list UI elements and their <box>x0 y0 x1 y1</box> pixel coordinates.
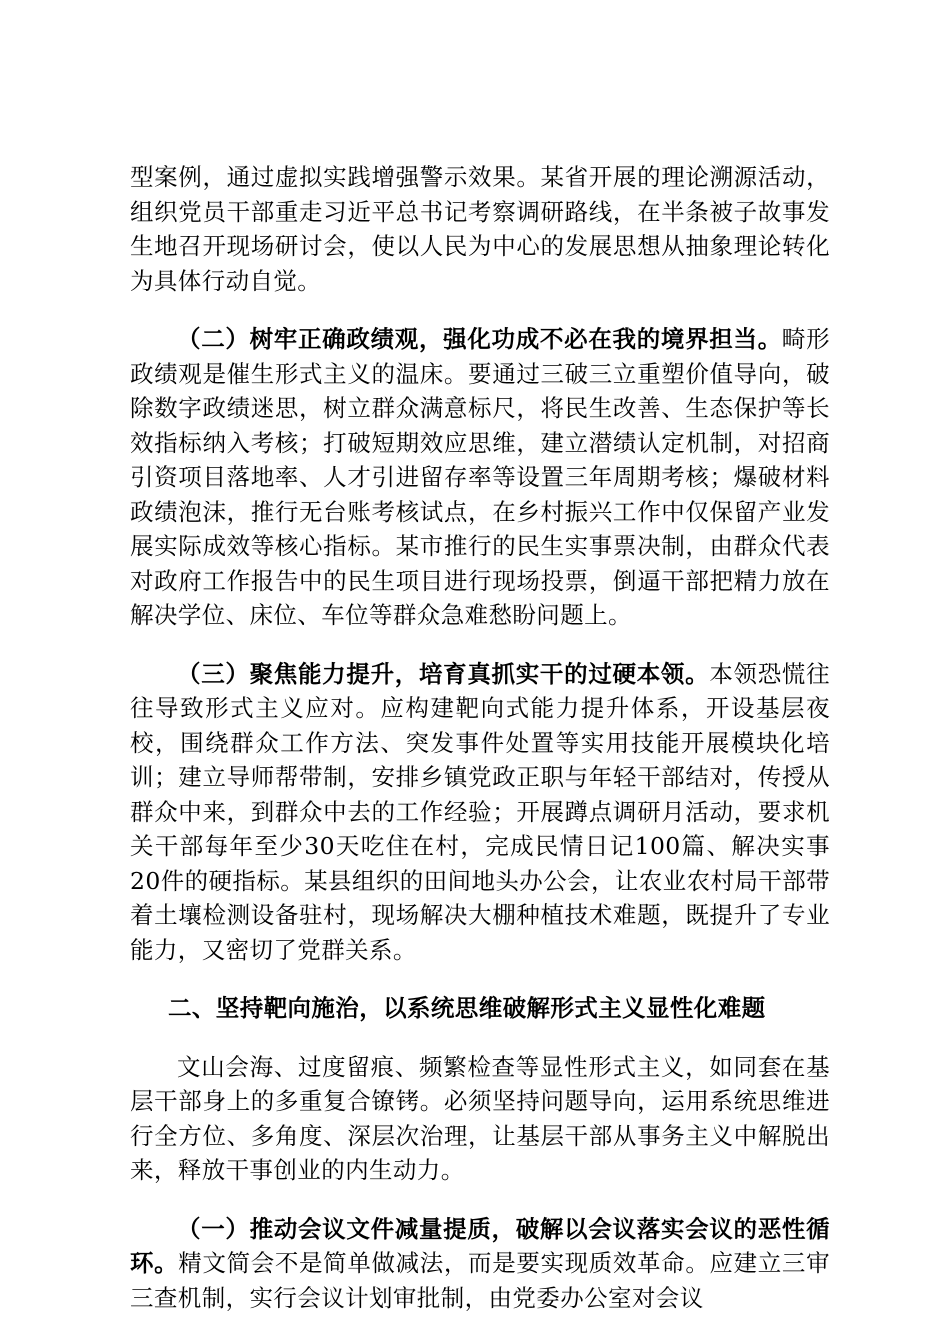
paragraph-body: 畸形政绩观是催生形式主义的温床。要通过三破三立重塑价值导向，破除数字政绩迷思，树立群众满意标尺，将民生改善、生态保护等长效指标纳入考核；打破短期效应思维，建立潜绩认定机制，对招商引资项目落地率、人才引进留存率等设置三年周期考核；爆破材料政绩泡沫，推行无台账考核试点，在乡村振兴工作中仅保留产业发展实际成效等核心指标。某市推行的民生实事票决制，由群众代表对政府工作报告中的民生项目进行现场投票，倒逼干部把精力放在解决学位、床位、车位等群众急难愁盼问题上。 <box>130 325 831 629</box>
paragraph-section-1-3 <box>130 657 830 968</box>
paragraph-body: 精文简会不是简单做减法，而是要实现质效革命。应建立三审三查机制，实行会议计划审批制，由党委办公室对会议 <box>130 1249 830 1312</box>
paragraph-section-2-1 <box>130 1212 830 1316</box>
paragraph-continuation: 型案例，通过虚拟实践增强警示效果。某省开展的理论溯源活动，组织党员干部重走习近平总书记考察调研路线，在半条被子故事发生地召开现场研讨会，使以人民为中心的发展思想从抽象理论转化为具体行动自觉。 <box>130 163 830 295</box>
subsection-title: （二）树牢正确政绩观，强化功成不必在我的境界担当。 <box>177 325 782 353</box>
paragraph-section-2-intro: 文山会海、过度留痕、频繁检查等显性形式主义，如同套在基层干部身上的多重复合镣铐。必须坚持问题导向，运用系统思维进行全方位、多角度、深层次治理，让基层干部从事务主义中解脱出来，释放干事创业的内生动力。 <box>130 1052 830 1184</box>
section-heading: 二、坚持靶向施治，以系统思维破解形式主义显性化难题 <box>168 994 766 1022</box>
paragraph-section-1-2 <box>130 322 830 633</box>
subsection-title: （一）推动会议文件减量提质，破解以会议落实会议的恶性循环。 <box>130 1214 830 1277</box>
subsection-title: （三）聚焦能力提升，培育真抓实干的过硬本领。 <box>177 659 710 688</box>
paragraph-body: 本领恐慌往往导致形式主义应对。应构建靶向式能力提升体系，开设基层夜校，围绕群众工作方法、突发事件处置等实用技能开展模块化培训；建立导师帮带制，安排乡镇党政正职与年轻干部结对，传授从群众中来，到群众中去的工作经验；开展蹲点调研月活动，要求机关干部每年至少30天吃住在村，完成民情日记100篇、解决实事20件的硬指标。某县组织的田间地头办公会，让农业农村局干部带着土壤检测设备驻村，现场解决大棚种植技术难题，既提升了专业能力，又密切了党群关系。 <box>130 659 830 964</box>
document-page <box>130 160 830 1339</box>
